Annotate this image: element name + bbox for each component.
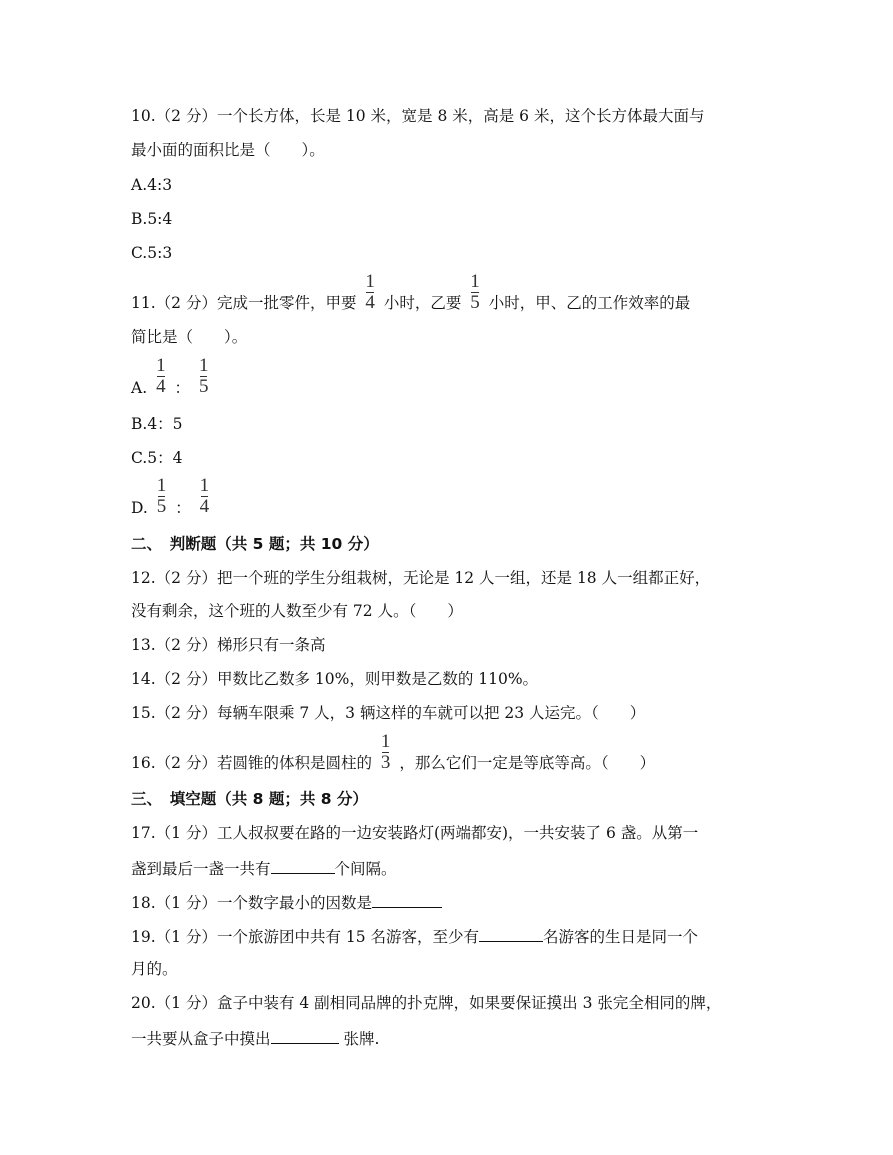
q16: 16.（2 分）若圆锥的体积是圆柱的 $\frac{1}{3}$ ，那么它们一定是等底等高。（ ） [131, 730, 656, 773]
q11-fraction-jia: $\frac{1}{4}$ [365, 270, 375, 313]
q11-option-d-fraction-2: $\frac{1}{4}$ [199, 474, 210, 517]
q19-answer-blank[interactable] [479, 925, 543, 942]
q12-line2: 没有剩余，这个班的人数至少有 72 人。（ ） [131, 602, 463, 620]
q11-option-d-fraction-1: $\frac{1}{5}$ [156, 474, 167, 517]
q11-option-a-fraction-1: $\frac{1}{4}$ [156, 354, 166, 397]
q11-line2: 简比是（ ）。 [131, 328, 248, 346]
q18: 18.（1 分）一个数字最小的因数是 [131, 891, 442, 913]
q11-text-3: 小时，甲、乙的工作效率的最 [488, 294, 691, 312]
q13: 13.（2 分）梯形只有一条高 [131, 636, 326, 654]
q11-text-1: 11.（2 分）完成一批零件，甲要 [131, 294, 357, 312]
q15: 15.（2 分）每辆车限乘 7 人，3 辆这样的车就可以把 23 人运完。（ ） [131, 704, 646, 722]
section-heading-judgment: 二、 判断题（共 5 题；共 10 分） [131, 535, 379, 553]
q10-option-c: C.5:3 [131, 244, 173, 262]
q11-line1 [131, 270, 691, 313]
q11-option-c: C.5：4 [131, 449, 183, 467]
q17-answer-blank[interactable] [271, 857, 335, 874]
q10-option-b: B.5:4 [131, 210, 173, 228]
q11-text-2: 小时，乙要 [383, 294, 462, 312]
q11-option-a: A. $\frac{1}{4}$ ： $\frac{1}{5}$ [131, 354, 209, 397]
q11-fraction-yi: $\frac{1}{5}$ [470, 270, 480, 313]
q18-answer-blank[interactable] [372, 891, 442, 908]
q11-option-b: B.4：5 [131, 415, 183, 433]
q20-line2: 一共要从盒子中摸出 张牌. [131, 1027, 379, 1049]
q10-option-a: A.4:3 [131, 176, 173, 194]
q11-option-d: D. $\frac{1}{5}$ ： $\frac{1}{4}$ [131, 474, 210, 517]
q10-line1: 10.（2 分）一个长方体，长是 10 米，宽是 8 米，高是 6 米，这个长方体最大面与 [131, 107, 705, 125]
q16-fraction: $\frac{1}{3}$ [380, 730, 391, 773]
q10-line2: 最小面的面积比是（ ）。 [131, 141, 325, 159]
section-heading-fill-in: 三、 填空题（共 8 题；共 8 分） [131, 790, 368, 808]
q20-line1: 20.（1 分）盒子中装有 4 副相同品牌的扑克牌，如果要保证摸出 3 张完全相同的牌， [131, 994, 722, 1012]
q17-line2: 盏到最后一盏一共有 个间隔。 [131, 857, 397, 879]
q12-line1: 12.（2 分）把一个班的学生分组栽树，无论是 12 人一组，还是 18 人一组都正好， [131, 569, 711, 587]
q19-line1: 19.（1 分）一个旅游团中共有 15 名游客，至少有 名游客的生日是同一个 [131, 925, 698, 947]
q19-line2: 月的。 [131, 960, 178, 978]
q11-option-a-fraction-2: $\frac{1}{5}$ [198, 354, 209, 397]
q14: 14.（2 分）甲数比乙数多 10%，则甲数是乙数的 110%。 [131, 670, 539, 688]
q20-answer-blank[interactable] [271, 1027, 339, 1044]
q17-line1: 17.（1 分）工人叔叔要在路的一边安装路灯(两端都安)，一共安装了 6 盏。从第一 [131, 824, 699, 842]
